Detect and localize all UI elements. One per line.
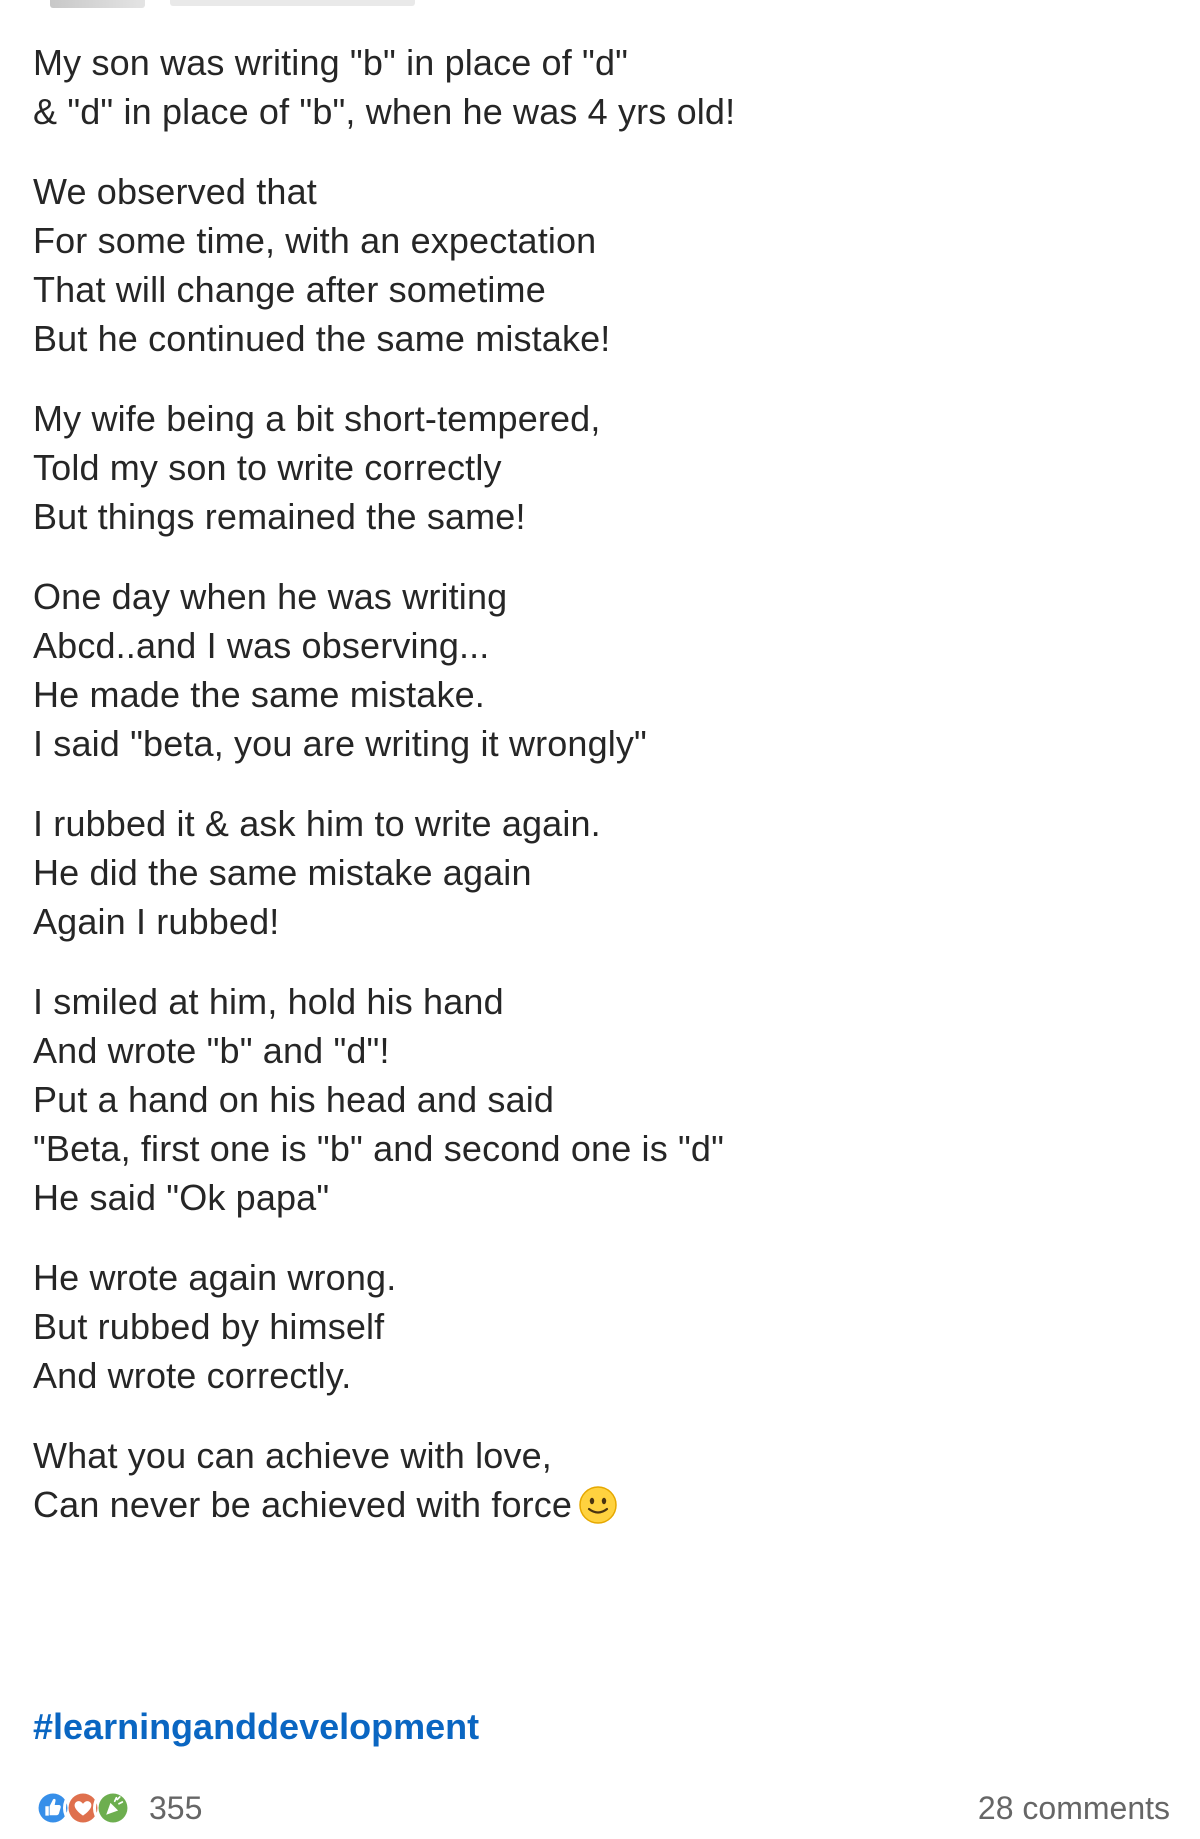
- post-line: [33, 719, 1153, 768]
- post-paragraph: [33, 394, 1153, 541]
- post-line-text: I said "beta, you are writing it wrongly": [33, 723, 647, 764]
- post-line-text: I smiled at him, hold his hand: [33, 981, 504, 1022]
- reactions-summary[interactable]: [33, 1786, 202, 1830]
- post-line: [33, 897, 1153, 946]
- post-line: [33, 216, 1153, 265]
- post-line: [33, 1124, 1153, 1173]
- post-line: [33, 848, 1153, 897]
- post-line-text: My son was writing "b" in place of "d": [33, 42, 629, 83]
- post-line: [33, 572, 1153, 621]
- post-line: [33, 1075, 1153, 1124]
- post-paragraph: [33, 1431, 1153, 1529]
- post-line-text: But he continued the same mistake!: [33, 318, 611, 359]
- post-line-text: We observed that: [33, 171, 317, 212]
- cropped-post-header: [0, 0, 1200, 10]
- post-line: [33, 265, 1153, 314]
- comments-link[interactable]: 28 comments: [977, 1789, 1170, 1826]
- post-line: [33, 167, 1153, 216]
- post-line-text: & "d" in place of "b", when he was 4 yrs old!: [33, 91, 736, 132]
- post-paragraph: [33, 1253, 1153, 1400]
- post-line: [33, 443, 1153, 492]
- post-line-text: Abcd..and I was observing...: [33, 625, 490, 666]
- author-name-fragment: [170, 0, 415, 6]
- post-line-text: Put a hand on his head and said: [33, 1079, 555, 1120]
- author-avatar-fragment: [50, 0, 145, 8]
- post-line-text: My wife being a bit short-tempered,: [33, 398, 601, 439]
- post-line: [33, 1351, 1153, 1400]
- post-paragraph: [33, 167, 1153, 363]
- slightly-smiling-face-icon: [578, 1485, 618, 1525]
- social-counts-bar: [33, 1786, 1170, 1830]
- post-line-text: He did the same mistake again: [33, 852, 532, 893]
- post-line-text: But things remained the same!: [33, 496, 526, 537]
- post-line-text: He said "Ok papa": [33, 1177, 330, 1218]
- post-text: [33, 38, 1153, 1560]
- post-line-text: For some time, with an expectation: [33, 220, 597, 261]
- post-line: [33, 1253, 1153, 1302]
- hashtag-link[interactable]: #learninganddevelopment: [33, 1706, 480, 1747]
- post-line: [33, 621, 1153, 670]
- celebrate-icon: [93, 1788, 133, 1828]
- post-line: [33, 492, 1153, 541]
- post-line-text: Told my son to write correctly: [33, 447, 502, 488]
- post-line-text: And wrote "b" and "d"!: [33, 1030, 390, 1071]
- post-line: [33, 1480, 1153, 1529]
- post-line-text: That will change after sometime: [33, 269, 546, 310]
- post-line-text: Again I rubbed!: [33, 901, 280, 942]
- post-line: [33, 87, 1153, 136]
- post-line: [33, 1431, 1153, 1480]
- post-line: [33, 1026, 1153, 1075]
- post-line: [33, 799, 1153, 848]
- post-line-text: But rubbed by himself: [33, 1306, 385, 1347]
- post-line: [33, 1173, 1153, 1222]
- post-line: [33, 670, 1153, 719]
- post-line: [33, 38, 1153, 87]
- post-line-text: And wrote correctly.: [33, 1355, 352, 1396]
- post-line: [33, 394, 1153, 443]
- post-line-text: He made the same mistake.: [33, 674, 485, 715]
- post-line-text: Can never be achieved with force: [33, 1484, 573, 1525]
- post-paragraph: [33, 38, 1153, 136]
- post-line-text: One day when he was writing: [33, 576, 508, 617]
- post-paragraph: [33, 572, 1153, 768]
- reaction-count: 355: [149, 1789, 203, 1826]
- post-paragraph: [33, 799, 1153, 946]
- post-line-text: I rubbed it & ask him to write again.: [33, 803, 601, 844]
- post-line-text: What you can achieve with love,: [33, 1435, 552, 1476]
- post-line-text: "Beta, first one is "b" and second one is "d": [33, 1128, 725, 1169]
- post-line: [33, 1302, 1153, 1351]
- post-line-text: He wrote again wrong.: [33, 1257, 397, 1298]
- post-line: [33, 977, 1153, 1026]
- post-line: [33, 314, 1153, 363]
- post-paragraph: [33, 977, 1153, 1222]
